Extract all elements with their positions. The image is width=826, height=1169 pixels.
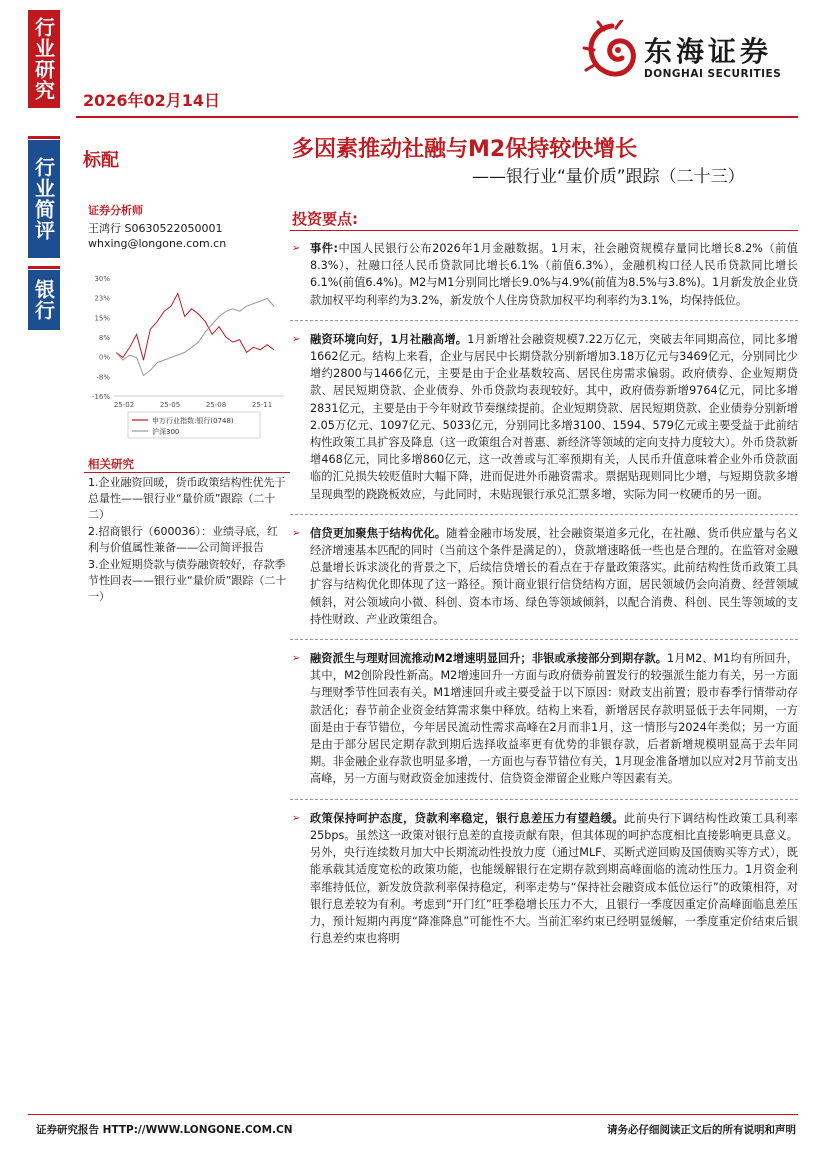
bullet-arrow-icon: ➢ (292, 812, 301, 824)
paragraph-lead: 事件: (310, 242, 338, 255)
side-tab-industry-brief: 行业简评 (28, 140, 60, 258)
x-tick-label: 25-05 (159, 401, 181, 409)
logo-chinese-name: 东海证券 (644, 35, 773, 68)
footer-disclaimer: 请务必仔细阅读正文后的所有说明和声明 (607, 1124, 796, 1136)
series-line-bank-index (116, 293, 274, 360)
paragraph-text: 此前央行下调结构性政策工具利率25bps。虽然这一政策对银行息差的直接贡献有限，但其体现的呵护态度相比直接影响更具意义。另外，央行连续数月加大中长期流动性投放力度（通过MLF、买断式逆回购及国债购买等方式），既能承载其适度宽松的政策功能，也能缓解银行在定期存款到期高峰面临的流动性压力。1月资金利率维持低位，新发放贷款利率保持稳定，利率走势与“保持社会融资成本低位运行”的政策相符，对银行息差较为有利。考虑到“开门红”旺季稳增长压力不大，且银行一季度因重定价高峰面临息差压力，预计短期内再度“降准降息”可能性不大。当前汇率约束已经明显缓解，一季度重定价结束后银行息差约束也将明 (310, 811, 798, 946)
dragon-logo-icon (582, 20, 642, 84)
paragraph-lead: 融资环境向好，1月社融高增。 (310, 332, 468, 346)
bullet-arrow-icon: ➢ (292, 333, 301, 345)
x-tick-label: 25-08 (205, 401, 227, 409)
paragraph-text: 随着金融市场发展，社会融资渠道多元化，在社融、货币供应量与名义经济增速基本匹配的同时（当前这个条件是满足的），贷款增速略低一些也是合理的。在监管对金融总量增长诉求淡化的背景之下，后续信贷增长的看点在于存量政策落实。此前结构性货币政策工具扩容与结构优化即体现了这一路径。预计商业银行信贷结构方面，居民领域仍会向消费、经营领域倾斜，对公领域向小微、科创、资本市场、绿色等领域倾斜，以配合消费、科创、民生等领域的支持性财政、产业政策组合。 (310, 526, 798, 626)
logo-english-name: DONGHAI SECURITIES (644, 68, 782, 80)
related-research-item[interactable]: 3.企业短期贷款与债券融资较好，存款季节性回表——银行业“量价质”跟踪（二十一） (88, 558, 287, 603)
paragraph-credit-structure (290, 525, 798, 628)
section-divider (290, 639, 798, 640)
paragraph-lead: 政策保持呵护态度，贷款利率稳定，银行息差压力有望趋缓。 (310, 811, 624, 825)
report-body (290, 240, 798, 958)
bullet-arrow-icon: ➢ (292, 243, 301, 254)
analyst-label: 证券分析师 (88, 204, 143, 217)
bullet-arrow-icon: ➢ (292, 527, 301, 539)
y-tick-label: 30% (94, 275, 110, 283)
y-tick-label: 8% (98, 334, 110, 342)
paragraph-text: 1月新增社会融资规模7.22万亿元，突破去年同期高位，同比多增1662亿元。结构上来看，企业与居民中长期贷款分别新增加3.18万亿元与3469亿元，分别同比少增约2800与1466亿元，主要是由于企业基数较高、居民住房需求偏弱。政府债券、企业短期贷款、居民短期贷款、企业债券、外币贷款均表现较好。其中，政府债券新增9764亿元，同比多增2831亿元，主要是由于今年财政节奏继续提前。企业短期贷款、居民短期贷款、企业债券分别新增2.05万亿元、1097亿元、5033亿元，分别同比多增3100、1594、579亿元或主要受益于此前结构性政策工具扩容及降息（这一政策组合对普惠、新经济等领域的定向支持力度较大）。外币贷款新增468亿元，同比多增860亿元，这一改善或与汇率预期有关，人民币升值意味着企业外币贷款面临的汇兑损失较贬值时大幅下降，进而促进外币融资需求。票据贴现则同比少增，与短期贷款多增呈现典型的跷跷板效应，与此同时，未贴现银行承兑汇票多增，实际为同一枚硬币的另一面。 (310, 332, 798, 501)
x-tick-label: 25-11 (251, 401, 273, 409)
paragraph-text: 中国人民银行公布2026年1月金融数据。1月末，社会融资规模存量同比增长8.2%（前值8.3%），社融口径人民币贷款同比增长6.1%（前值6.3%），金融机构口径人民币贷款同比增长6.1%(前值6.4%)。M2与M1分别同比增长9.0%与4.9%(前值为8.5%与3.8%)。1月新发放企业贷款加权平均利率约为3.2%，新发放个人住房贷款加权平均利率约为3.1%，均保持低位。 (310, 242, 798, 307)
analyst-name: 王鸿行 S0630522050001 (88, 222, 223, 235)
key-points-divider (290, 230, 798, 231)
related-research-divider (84, 472, 290, 473)
series-line-hs300 (116, 299, 274, 376)
section-divider (290, 514, 798, 515)
related-research-title: 相关研究 (88, 457, 134, 471)
paragraph-lead: 融资派生与理财回流推动M2增速明显回升；非银或承接部分到期存款。 (310, 652, 668, 666)
legend-label: 沪深300 (152, 428, 180, 436)
report-title: 多因素推动社融与M2保持较快增长 (292, 137, 638, 162)
bullet-arrow-icon: ➢ (292, 653, 301, 665)
related-research-list (88, 475, 288, 606)
side-tab-bank: 银行 (28, 270, 60, 330)
paragraph-lead: 信贷更加聚焦于结构优化。 (310, 526, 447, 540)
y-tick-label: 23% (94, 294, 110, 303)
y-tick-label: -8% (96, 373, 110, 382)
paragraph-financing (290, 331, 798, 503)
y-tick-label: 15% (94, 314, 110, 323)
industry-rating: 标配 (83, 150, 119, 171)
related-research-item[interactable]: 2.招商银行（600036）：业绩寻底，红利与价值属性兼备——公司简评报告 (88, 525, 278, 554)
side-tab-industry-research: 行业研究 (28, 10, 60, 108)
key-points-title: 投资要点: (292, 210, 358, 228)
x-tick-label: 25-02 (113, 401, 135, 409)
related-research-item[interactable]: 1.企业融资回暖，货币政策结构性优先于总量性——银行业“量价质”跟踪（二十二） (88, 476, 286, 521)
side-tab-divider (28, 136, 60, 139)
footer-website[interactable]: 证券研究报告 HTTP://WWW.LONGONE.COM.CN (36, 1124, 293, 1136)
legend-box (128, 412, 260, 438)
report-date: 2026年02月14日 (83, 91, 221, 110)
section-divider (290, 320, 798, 321)
header-divider (76, 116, 798, 118)
legend-label: 申万行业指数:银行(0748) (152, 417, 234, 425)
paragraph-m2 (290, 650, 798, 788)
paragraph-policy (290, 810, 798, 948)
y-tick-label: 0% (98, 353, 110, 362)
footer-divider (28, 1114, 798, 1115)
report-subtitle: ——银行业“量价质”跟踪（二十三） (472, 167, 745, 187)
side-tab-divider (28, 266, 60, 269)
chart-canvas (84, 270, 290, 446)
paragraph-text: 1月M2、M1均有所回升，其中，M2创阶段性新高。M2增速回升一方面与政府债券前置发行的较强派生能力有关，另一方面与理财季节性回表有关。M1增速回升或主要受益于以下原因：财政支出前置；股市春季行情带动存款活化；春节前企业资金结算需求集中释放。结构上来看，新增居民存款明显低于去年同期，一方面是由于春节错位，今年居民流动性需求高峰在2月而非1月，这一情形与2024年类似；另一方面是由于部分居民定期存款到期后选择收益率更有优势的非银存款，后者新增规模明显高于去年同期。非金融企业存款也明显多增，一方面也与春节错位有关，1月现金准备增加以应对2月节前支出高峰，另一方面与财政资金加速拨付、信贷资金滞留企业账户等因素有关。 (310, 652, 798, 786)
paragraph-event (290, 240, 798, 309)
section-divider (290, 799, 798, 800)
analyst-email: whxing@longone.com.cn (88, 237, 227, 250)
y-tick-label: -16% (91, 393, 110, 401)
index-performance-chart (84, 270, 290, 446)
company-logo (582, 20, 782, 90)
